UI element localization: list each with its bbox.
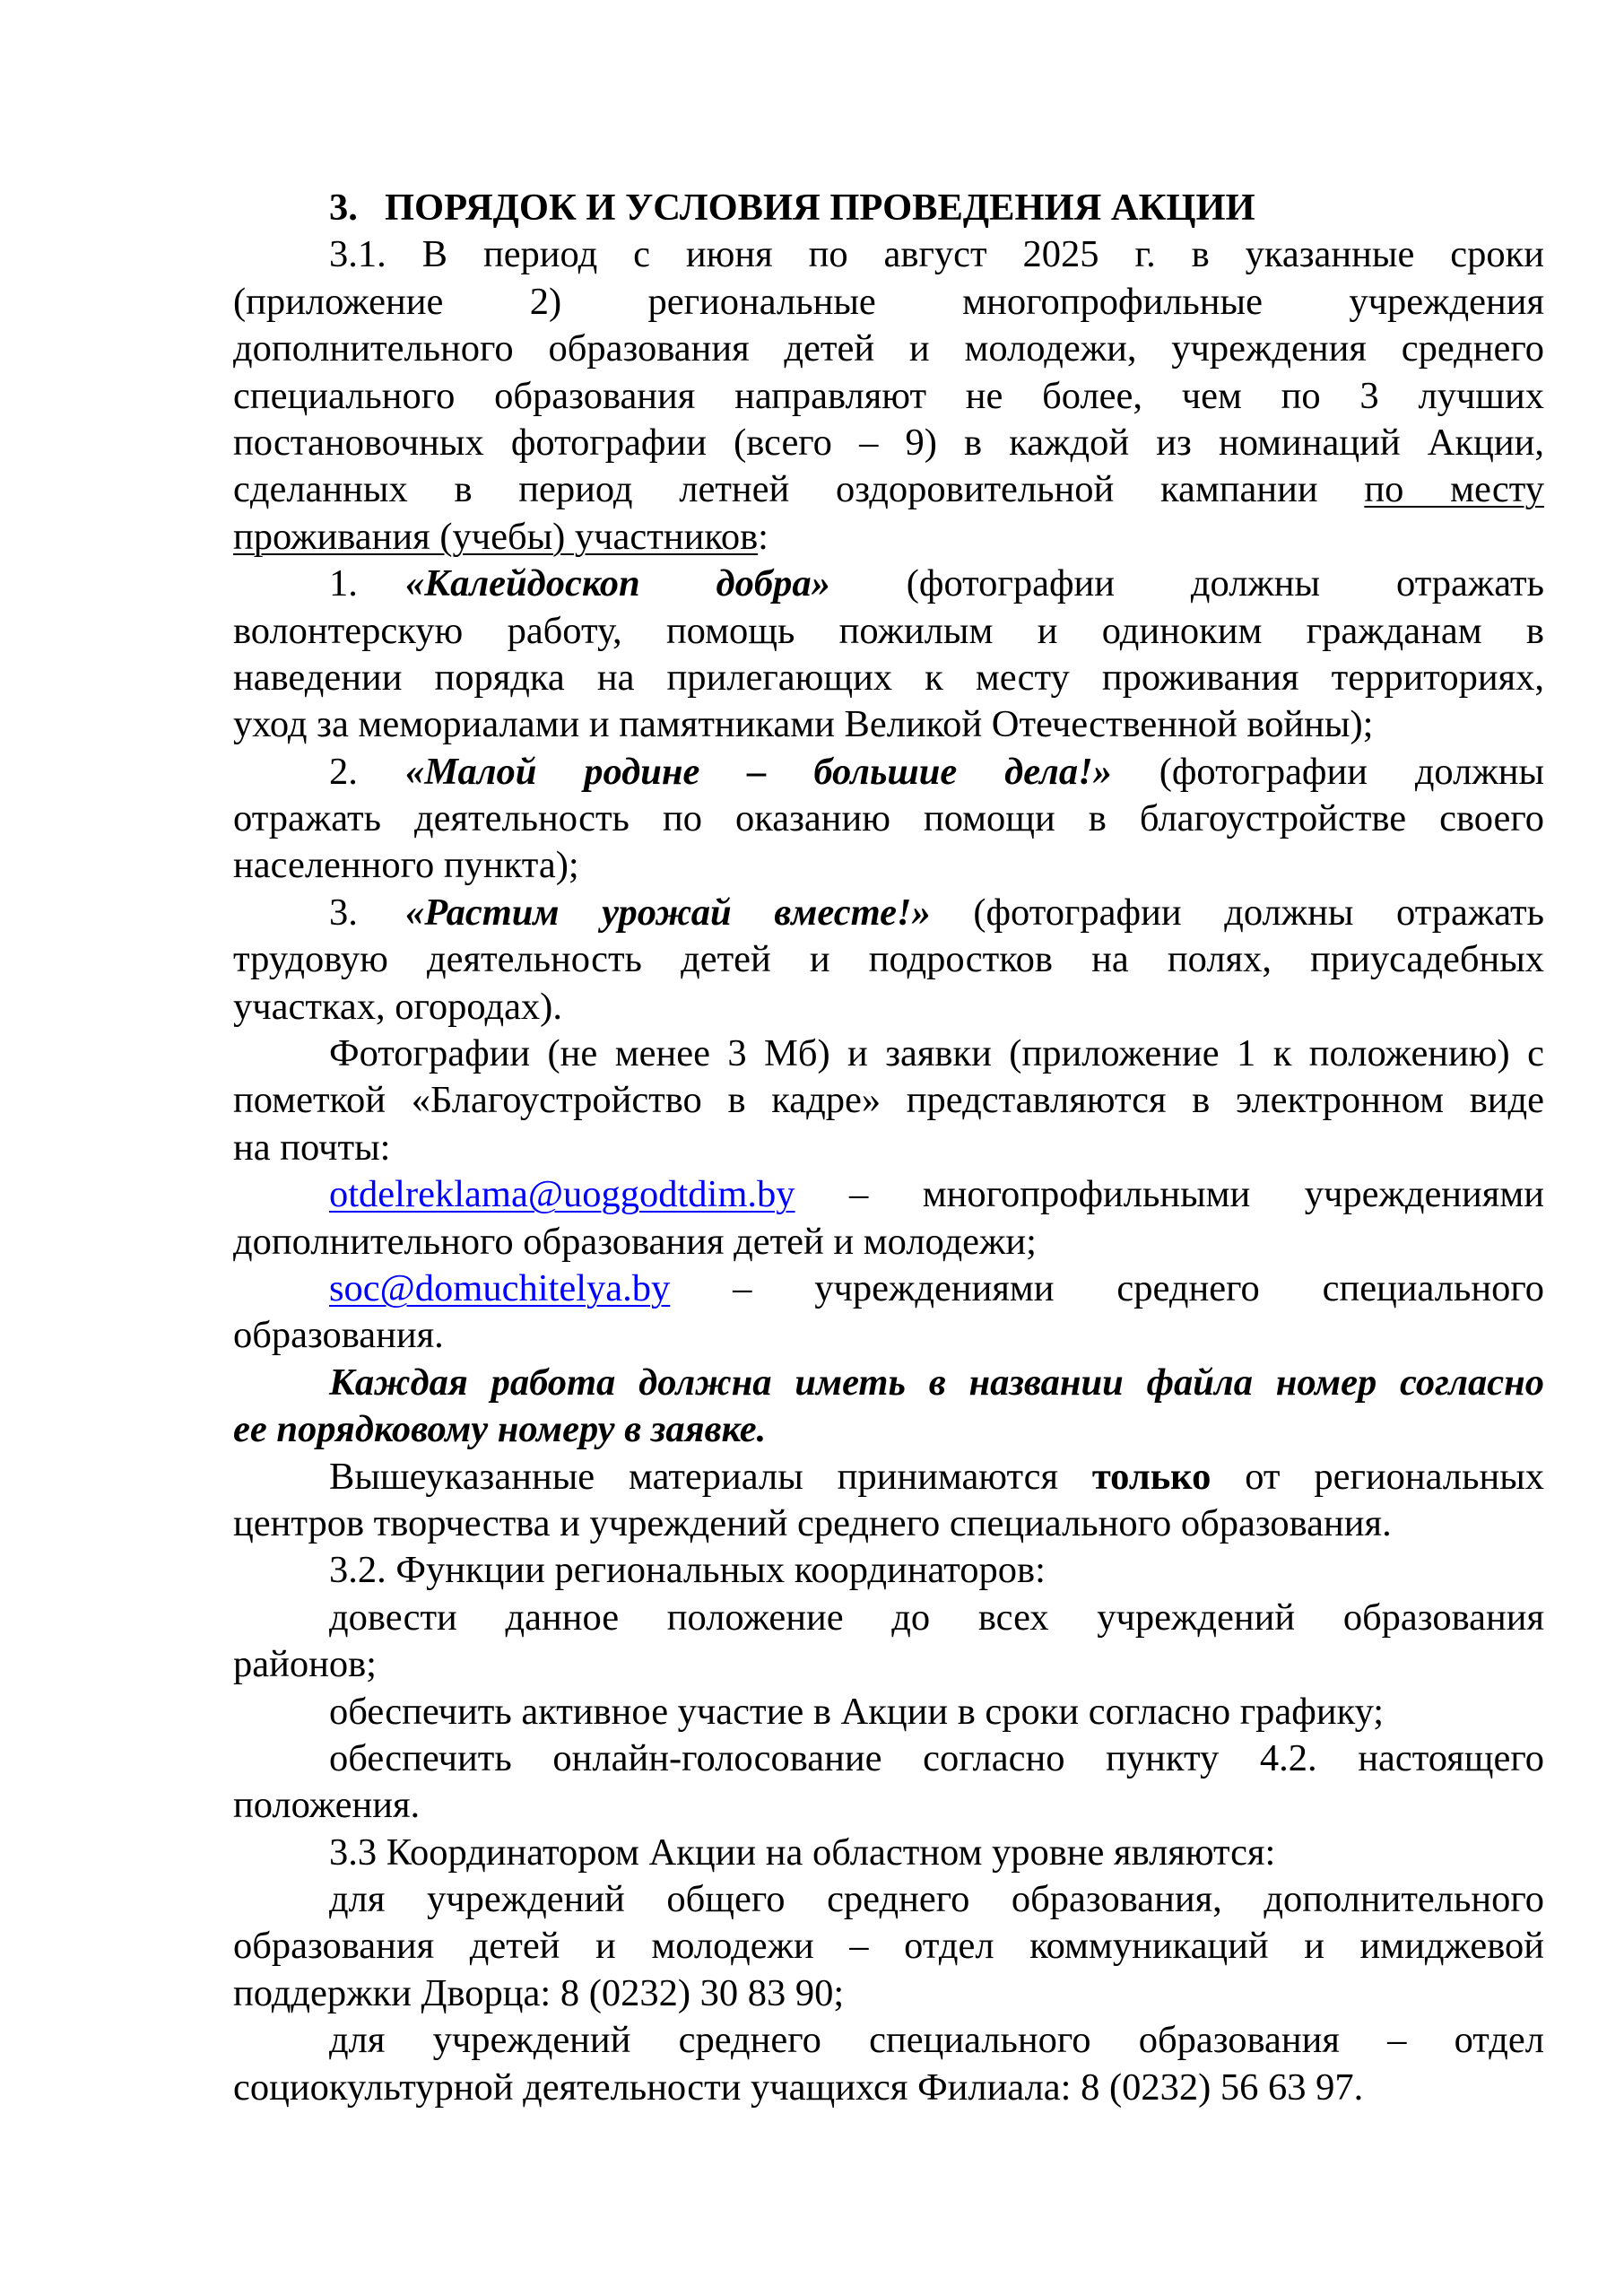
text-line <box>233 2065 1544 2111</box>
text-segment: сделанных в период летней оздоровительной кампании <box>233 468 1365 511</box>
text-line <box>233 890 1544 936</box>
underlined-text: проживания (учебы) участников <box>233 515 759 558</box>
text-line <box>233 1830 1544 1876</box>
section-number: 3. <box>329 187 358 229</box>
text-line <box>233 1406 1544 1453</box>
text-line <box>233 231 1544 278</box>
text-segment: 3.3 Координатором Акции на областном уровне являются: <box>329 1831 1276 1874</box>
text-segment: социокультурной деятельности учащихся Филиала: 8 (0232) 56 63 97. <box>233 2066 1364 2109</box>
text-line <box>233 1219 1544 1265</box>
text-segment: отражать деятельность по оказанию помощи в благоустройстве своего <box>233 797 1544 840</box>
text-line <box>233 326 1544 372</box>
text-line <box>233 749 1544 796</box>
text-segment: волонтерскую работу, помощь пожилым и одиноким гражданам в <box>233 609 1544 652</box>
text-segment: населенного пункта); <box>233 844 579 887</box>
text-line <box>233 1923 1544 1970</box>
list-item-number: 2. <box>329 750 358 793</box>
text-segment: (фотографии должны отражать <box>930 891 1544 934</box>
text-segment: уход за мемориалами и памятниками Великой Отечественной войны); <box>233 703 1374 746</box>
text-line <box>233 655 1544 701</box>
text-line <box>233 608 1544 655</box>
section-content <box>233 185 1544 2111</box>
text-segment: положения. <box>233 1784 421 1827</box>
text-segment: обеспечить активное участие в Акции в сроки согласно графику; <box>329 1690 1385 1733</box>
text-segment: дополнительного образования детей и молодежи; <box>233 1220 1037 1263</box>
text-line <box>233 1876 1544 1923</box>
text-segment: Фотографии (не менее 3 Мб) и заявки (приложение 1 к положению) с <box>329 1032 1544 1075</box>
bold-italic-text: ее порядковому номеру в заявке. <box>233 1408 767 1451</box>
text-line <box>233 1031 1544 1077</box>
bold-italic-text: «Растим урожай вместе!» <box>405 891 931 934</box>
text-segment: наведении порядка на прилегающих к месту проживания территориях, <box>233 656 1544 699</box>
bold-italic-text: «Малой родине – большие дела!» <box>405 750 1112 793</box>
text-segment: довести данное положение до всех учреждений образования <box>329 1596 1544 1639</box>
text-line <box>233 514 1544 561</box>
text-line <box>233 1641 1544 1688</box>
text-segment: 3.1. В период с июня по август 2025 г. в указанные сроки <box>329 233 1544 276</box>
text-segment: 3.2. Функции региональных координаторов: <box>329 1549 1046 1592</box>
text-line <box>233 1265 1544 1312</box>
text-segment: – многопрофильными учреждениями <box>795 1173 1544 1216</box>
bold-text: только <box>1091 1455 1211 1498</box>
text-segment: от региональных <box>1211 1455 1544 1498</box>
text-segment: – учреждениями среднего специального <box>670 1266 1544 1309</box>
text-segment: дополнительного образования детей и молодежи, учреждения среднего <box>233 327 1544 370</box>
text-line <box>233 1077 1544 1124</box>
text-segment: центров творчества и учреждений среднего специального образования. <box>233 1501 1392 1544</box>
text-line <box>233 1547 1544 1594</box>
email-link[interactable]: soc@domuchitelya.by <box>329 1266 671 1309</box>
text-segment: (приложение 2) региональные многопрофильные учреждения <box>233 280 1544 323</box>
text-segment: пометкой «Благоустройство в кадре» представляются в электронном виде <box>233 1079 1544 1122</box>
list-item-number: 1. <box>329 562 358 605</box>
text-line <box>233 936 1544 983</box>
text-segment: районов; <box>233 1643 377 1686</box>
text-segment: обеспечить онлайн-голосование согласно пункту 4.2. настоящего <box>329 1736 1544 1779</box>
text-line <box>233 561 1544 607</box>
text-segment: (фотографии должны <box>1111 750 1544 793</box>
text-line <box>233 279 1544 326</box>
bold-italic-text: Каждая работа должна иметь в названии файла номер согласно <box>329 1361 1544 1404</box>
text-segment: Вышеуказанные материалы принимаются <box>329 1455 1092 1498</box>
text-line <box>233 373 1544 420</box>
text-line <box>233 1312 1544 1359</box>
text-segment: специального образования направляют не более, чем по 3 лучших <box>233 374 1544 417</box>
text-line <box>233 1454 1544 1500</box>
text-line <box>233 420 1544 466</box>
text-segment: образования детей и молодежи – отдел коммуникаций и имиджевой <box>233 1925 1544 1968</box>
text-segment: участках, огородах). <box>233 985 562 1028</box>
text-line <box>233 1595 1544 1641</box>
text-segment: (фотографии должны отражать <box>829 562 1544 605</box>
text-segment: на почты: <box>233 1126 391 1169</box>
text-line <box>233 2017 1544 2064</box>
text-line <box>233 842 1544 889</box>
text-line <box>233 1171 1544 1218</box>
text-line <box>233 701 1544 748</box>
underlined-text: по месту <box>1364 468 1544 511</box>
text-line <box>233 984 1544 1031</box>
text-line <box>233 1689 1544 1735</box>
body-lines <box>233 231 1544 2111</box>
text-line <box>233 1360 1544 1406</box>
text-line <box>233 796 1544 842</box>
text-segment: поддержки Дворца: 8 (0232) 30 83 90; <box>233 1971 845 2014</box>
text-line <box>233 1735 1544 1782</box>
section-title: ПОРЯДОК И УСЛОВИЯ ПРОВЕДЕНИЯ АКЦИИ <box>385 187 1255 229</box>
list-item-number: 3. <box>329 891 358 934</box>
text-segment: образования. <box>233 1314 444 1357</box>
bold-italic-text: «Калейдоскоп добра» <box>405 562 830 605</box>
text-line <box>233 1125 1544 1171</box>
text-line <box>233 1500 1544 1547</box>
text-segment: трудовую деятельность детей и подростков на полях, приусадебных <box>233 938 1544 981</box>
text-line <box>233 466 1544 513</box>
section-heading <box>233 185 1544 231</box>
email-link[interactable]: otdelreklama@uoggodtdim.by <box>329 1173 795 1216</box>
text-segment: постановочных фотографии (всего – 9) в каждой из номинаций Акции, <box>233 421 1544 464</box>
text-segment: для учреждений общего среднего образования, дополнительного <box>329 1878 1544 1921</box>
text-segment: : <box>758 515 769 558</box>
text-line <box>233 1782 1544 1829</box>
text-segment: для учреждений среднего специального образования – отдел <box>329 2019 1544 2062</box>
text-line <box>233 1970 1544 2017</box>
